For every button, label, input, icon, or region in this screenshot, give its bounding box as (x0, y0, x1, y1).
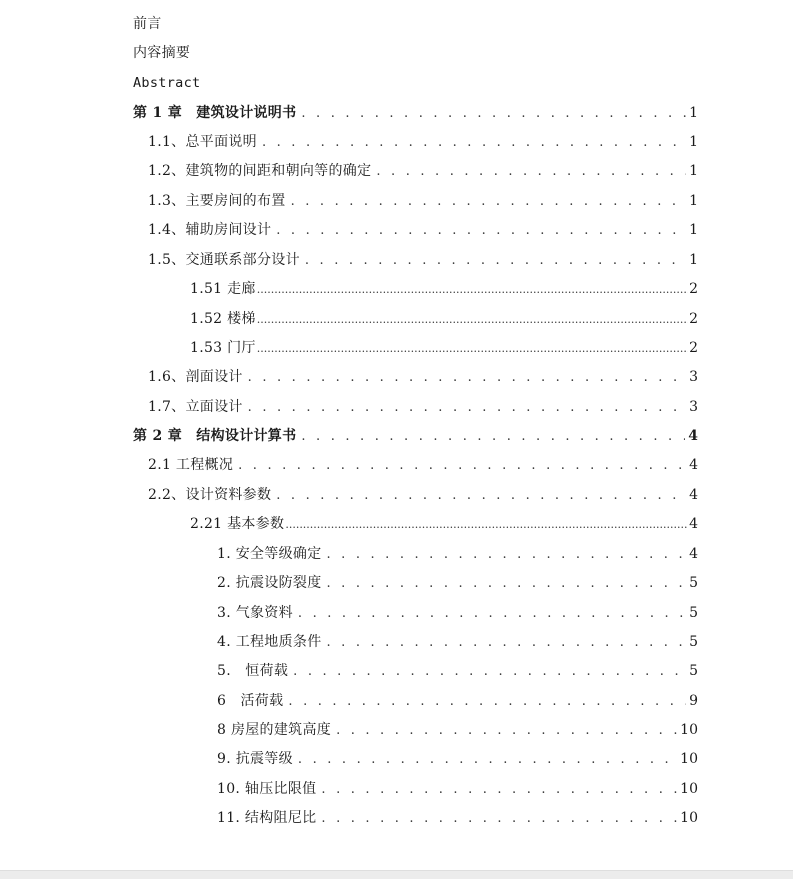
toc-dot-leader (301, 426, 685, 448)
toc-item-title: 2. 抗震设防裂度 (217, 575, 322, 591)
toc-item-title: 10. 轴压比限值 (217, 781, 317, 797)
toc-item-title: 1.7、立面设计 (148, 399, 243, 415)
toc-section-1-3[interactable] (148, 190, 698, 212)
toc-item-title: 1.4、辅助房间设计 (148, 222, 272, 238)
toc-item-title: 第 2 章 结构设计计算书 (133, 428, 297, 444)
toc-section-1-6[interactable] (148, 366, 698, 388)
toc-item-title: 11. 结构阻尼比 (217, 810, 317, 826)
toc-item-2-21-6[interactable] (217, 690, 698, 712)
toc-dot-leader (327, 544, 687, 566)
toc-subsection-1-51[interactable] (190, 278, 698, 300)
toc-dot-leader (248, 367, 686, 389)
toc-dot-leader (327, 632, 687, 654)
toc-section-1-1[interactable] (148, 131, 698, 153)
toc-page-number: 3 (689, 399, 698, 415)
toc-page-number: 5 (689, 663, 698, 679)
toc-item-2-21-2[interactable] (217, 572, 698, 594)
toc-item-preface[interactable] (133, 13, 162, 35)
toc-page-number: 2 (689, 281, 698, 297)
toc-item-title: 1.53 门厅 (190, 340, 256, 356)
toc-page-number: 10 (680, 722, 698, 738)
toc-item-title: 1.51 走廊 (190, 281, 256, 297)
toc-page-number: 5 (689, 575, 698, 591)
toc-page-number: 1 (689, 222, 698, 238)
toc-page-number: 10 (680, 751, 698, 767)
toc-item-title: 3. 气象资料 (217, 605, 293, 621)
toc-item-title: 9. 抗震等级 (217, 751, 293, 767)
toc-dot-leader (262, 132, 686, 154)
toc-section-1-7[interactable] (148, 396, 698, 418)
toc-dot-leader (305, 250, 686, 272)
toc-dot-leader (285, 514, 688, 536)
toc-item-2-21-5[interactable] (217, 660, 698, 682)
toc-item-2-21-10[interactable] (217, 778, 698, 800)
toc-item-title: 1. 安全等级确定 (217, 546, 322, 562)
toc-page-number: 5 (689, 634, 698, 650)
toc-item-title: 8 房屋的建筑高度 (217, 722, 332, 738)
toc-page-number: 10 (680, 781, 698, 797)
toc-page-number: 4 (688, 428, 698, 444)
toc-item-title: 2.21 基本参数 (190, 516, 285, 532)
toc-section-1-2[interactable] (148, 160, 698, 182)
toc-dot-leader (293, 661, 686, 683)
toc-item-title: 6 活荷载 (217, 693, 284, 709)
toc-dot-leader (321, 808, 677, 830)
toc-item-2-21-4[interactable] (217, 631, 698, 653)
toc-page-number: 5 (689, 605, 698, 621)
toc-page-number: 4 (689, 516, 698, 532)
toc-page-number: 2 (689, 340, 698, 356)
toc-page-number: 10 (680, 810, 698, 826)
toc-item-2-21-1[interactable] (217, 543, 698, 565)
toc-item-title: Abstract (133, 75, 201, 91)
toc-page-number: 1 (689, 193, 698, 209)
toc-chapter-1[interactable] (133, 102, 698, 124)
toc-dot-leader (336, 720, 677, 742)
toc-dot-leader (301, 103, 686, 125)
toc-dot-leader (276, 485, 686, 507)
toc-section-2-1[interactable] (148, 454, 698, 476)
toc-item-title: 1.5、交通联系部分设计 (148, 252, 300, 268)
toc-item-abstract[interactable] (133, 72, 200, 94)
toc-page-number: 4 (689, 457, 698, 473)
toc-dot-leader (288, 691, 686, 713)
toc-section-2-2[interactable] (148, 484, 698, 506)
toc-dot-leader (238, 455, 686, 477)
toc-chapter-2[interactable] (133, 425, 698, 447)
page-bottom-edge (0, 870, 793, 879)
toc-item-title: 第 1 章 建筑设计说明书 (133, 105, 297, 121)
toc-item-2-21-11[interactable] (217, 807, 698, 829)
toc-page-number: 1 (689, 134, 698, 150)
toc-dot-leader (276, 220, 686, 242)
toc-page-number: 9 (689, 693, 698, 709)
toc-item-title: 1.52 楼梯 (190, 311, 256, 327)
toc-item-title: 2.1 工程概况 (148, 457, 234, 473)
toc-subsection-1-53[interactable] (190, 337, 698, 359)
toc-item-title: 1.3、主要房间的布置 (148, 193, 286, 209)
toc-dot-leader (321, 779, 677, 801)
toc-dot-leader (327, 573, 687, 595)
toc-item-2-21-8[interactable] (217, 719, 698, 741)
toc-page-number: 1 (689, 163, 698, 179)
toc-item-title: 2.2、设计资料参数 (148, 487, 272, 503)
toc-item-2-21-9[interactable] (217, 748, 698, 770)
toc-item-summary[interactable] (133, 42, 190, 64)
toc-item-2-21-3[interactable] (217, 602, 698, 624)
toc-dot-leader (257, 309, 688, 331)
toc-item-title: 内容摘要 (133, 45, 191, 61)
toc-page-number: 4 (689, 546, 698, 562)
toc-item-title: 4. 工程地质条件 (217, 634, 322, 650)
toc-page-number: 3 (689, 369, 698, 385)
toc-item-title: 1.6、剖面设计 (148, 369, 243, 385)
toc-dot-leader (298, 749, 677, 771)
toc-dot-leader (257, 279, 688, 301)
toc-dot-leader (248, 397, 686, 419)
toc-page-number: 1 (689, 105, 698, 121)
toc-item-title: 5. 恒荷载 (217, 663, 289, 679)
toc-section-1-4[interactable] (148, 219, 698, 241)
toc-subsection-1-52[interactable] (190, 308, 698, 330)
toc-dot-leader (257, 338, 688, 360)
toc-dot-leader (291, 191, 687, 213)
toc-page-number: 2 (689, 311, 698, 327)
toc-dot-leader (298, 603, 686, 625)
toc-subsection-2-21[interactable] (190, 513, 698, 535)
toc-dot-leader (376, 161, 686, 183)
toc-page-number: 1 (689, 252, 698, 268)
toc-item-title: 1.1、总平面说明 (148, 134, 257, 150)
toc-page-number: 4 (689, 487, 698, 503)
toc-section-1-5[interactable] (148, 249, 698, 271)
toc-item-title: 1.2、建筑物的间距和朝向等的确定 (148, 163, 372, 179)
toc-item-title: 前言 (133, 16, 162, 32)
